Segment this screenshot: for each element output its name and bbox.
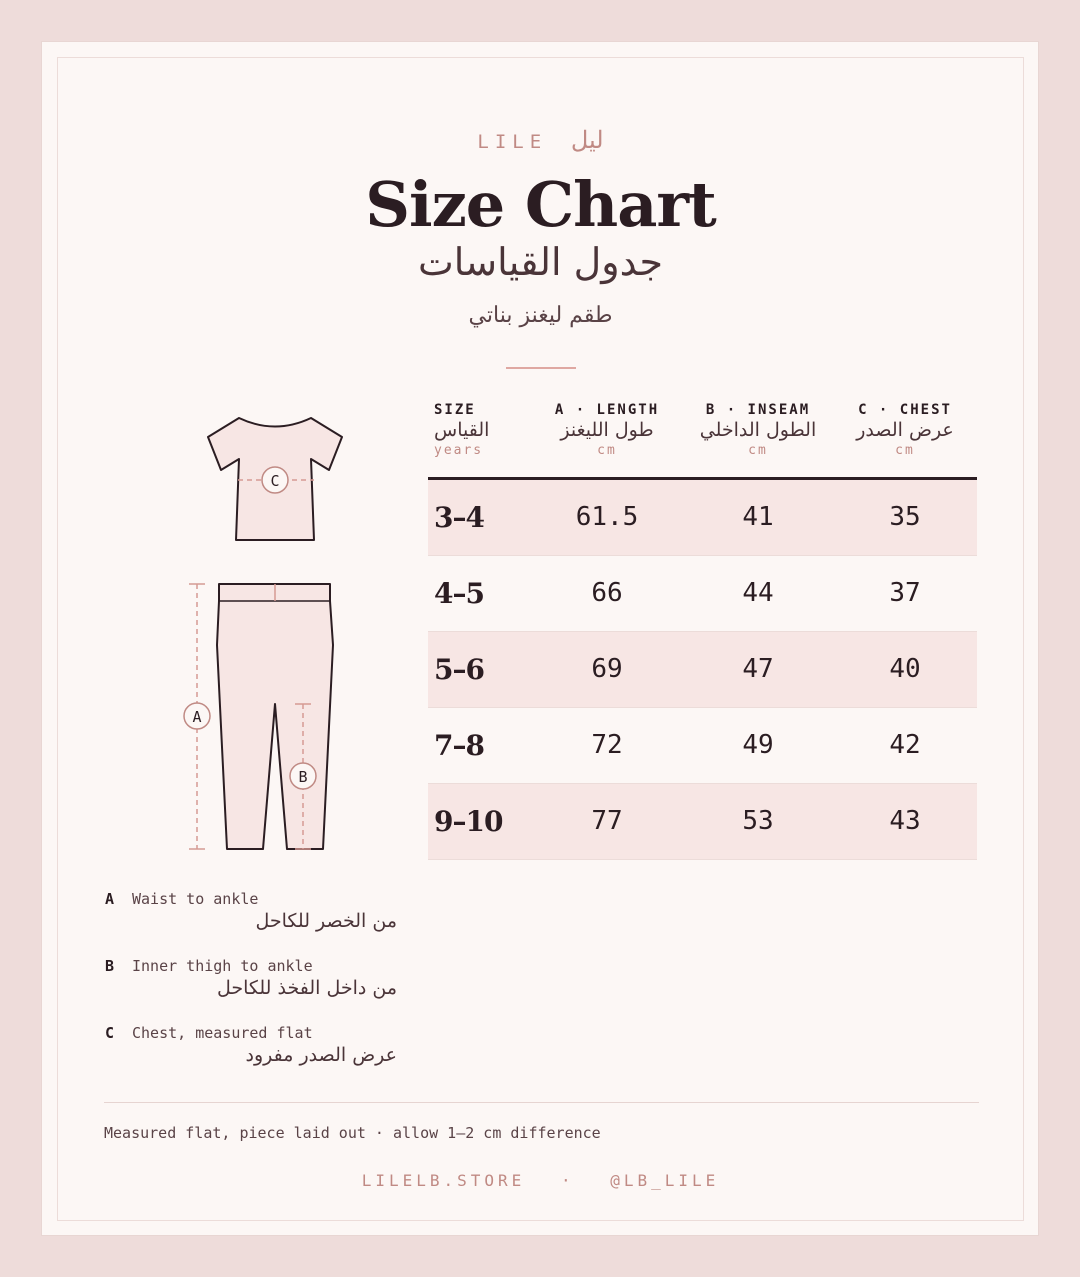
header-inseam-unit: cm bbox=[748, 443, 768, 458]
garment-illustration bbox=[158, 413, 388, 863]
cell-inseam: 41 bbox=[742, 502, 774, 532]
header-size-en: SIZE bbox=[434, 402, 476, 418]
cell-chest: 37 bbox=[889, 578, 921, 608]
footer bbox=[58, 1171, 1023, 1190]
legend-key: C bbox=[105, 1024, 115, 1042]
cell-length: 69 bbox=[591, 654, 623, 684]
cell-inseam: 53 bbox=[742, 806, 774, 836]
card-inner-border bbox=[57, 57, 1024, 1221]
legend-item bbox=[105, 1024, 405, 1091]
header-size-ar: القياس bbox=[434, 419, 490, 441]
header-chest-en: C · CHEST bbox=[858, 402, 952, 418]
header-length bbox=[538, 402, 676, 458]
legend-key: A bbox=[105, 890, 115, 908]
header-chest bbox=[836, 402, 974, 458]
cell-chest: 42 bbox=[889, 730, 921, 760]
cell-size: 4–5 bbox=[434, 577, 484, 610]
marker-c-label: C bbox=[270, 472, 280, 490]
legend-item bbox=[105, 890, 405, 957]
legend-text-en: Waist to ankle bbox=[132, 890, 259, 908]
header-chest-ar: عرض الصدر bbox=[856, 419, 954, 441]
measurement-legend bbox=[105, 890, 405, 1091]
brand-logo bbox=[58, 126, 1023, 154]
table-row bbox=[428, 480, 977, 556]
table-row bbox=[428, 784, 977, 860]
cell-size: 5–6 bbox=[434, 653, 484, 686]
footer-website-link[interactable]: LILELB.STORE bbox=[361, 1171, 526, 1190]
header-size bbox=[434, 402, 489, 458]
measurement-note: Measured flat, piece laid out · allow 1–2 cm difference bbox=[104, 1124, 601, 1142]
size-chart-card bbox=[41, 41, 1039, 1236]
legend-text-en: Chest, measured flat bbox=[132, 1024, 313, 1042]
header-length-ar: طول الليغنز bbox=[560, 419, 654, 441]
header-inseam bbox=[690, 402, 826, 458]
header-inseam-en: B · INSEAM bbox=[705, 402, 811, 418]
header-length-unit: cm bbox=[597, 443, 617, 458]
table-row bbox=[428, 632, 977, 708]
table-row bbox=[428, 708, 977, 784]
cell-inseam: 49 bbox=[742, 730, 774, 760]
cell-inseam: 47 bbox=[742, 654, 774, 684]
cell-chest: 43 bbox=[889, 806, 921, 836]
legend-text-ar: من داخل الفخذ للكاحل bbox=[216, 977, 397, 999]
marker-a-label: A bbox=[192, 708, 202, 726]
cell-length: 66 bbox=[591, 578, 623, 608]
header-length-en: A · LENGTH bbox=[554, 402, 660, 418]
cell-size: 9–10 bbox=[434, 805, 503, 838]
size-table bbox=[428, 398, 977, 860]
product-subtitle-arabic: طقم ليغنز بناتي bbox=[468, 303, 613, 328]
header-size-unit: years bbox=[434, 443, 484, 458]
cell-chest: 40 bbox=[889, 654, 921, 684]
cell-chest: 35 bbox=[889, 502, 921, 532]
cell-length: 61.5 bbox=[575, 502, 639, 532]
legend-key: B bbox=[105, 957, 115, 975]
table-row bbox=[428, 556, 977, 632]
footer-social-handle[interactable]: @LB_LILE bbox=[610, 1171, 720, 1190]
cell-size: 3–4 bbox=[434, 501, 484, 534]
cell-length: 72 bbox=[591, 730, 623, 760]
legend-text-ar: عرض الصدر مفرود bbox=[245, 1044, 397, 1066]
legend-text-en: Inner thigh to ankle bbox=[132, 957, 313, 975]
footer-separator: · bbox=[560, 1171, 575, 1190]
legend-text-ar: من الخصر للكاحل bbox=[255, 910, 397, 932]
page-title: Size Chart bbox=[365, 168, 716, 241]
header-inseam-ar: الطول الداخلي bbox=[699, 419, 817, 441]
leggings-icon bbox=[217, 584, 333, 849]
footer-divider bbox=[104, 1102, 979, 1103]
cell-size: 7–8 bbox=[434, 729, 484, 762]
brand-latin: LILE bbox=[477, 131, 548, 153]
title-divider bbox=[506, 367, 576, 369]
page-title-arabic: جدول القياسات bbox=[417, 240, 664, 284]
cell-length: 77 bbox=[591, 806, 623, 836]
table-header bbox=[428, 398, 977, 480]
legend-item bbox=[105, 957, 405, 1024]
marker-b-label: B bbox=[298, 768, 308, 786]
cell-inseam: 44 bbox=[742, 578, 774, 608]
header-chest-unit: cm bbox=[895, 443, 915, 458]
brand-arabic: ليل bbox=[570, 126, 604, 154]
